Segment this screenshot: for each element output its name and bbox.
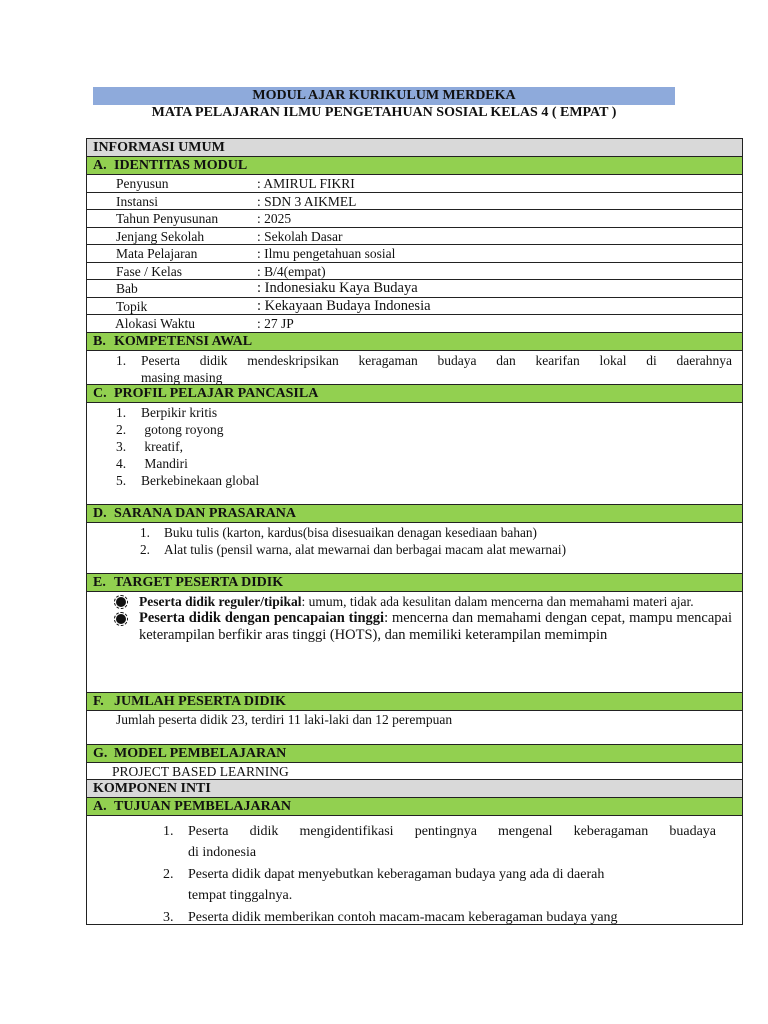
jumlah-content: Jumlah peserta didik 23, terdiri 11 laki-laki dan 12 perempuan [87, 711, 742, 745]
field-value: : Indonesiaku Kaya Budaya [257, 280, 418, 296]
list-text-bold: Peserta didik dengan pencapaian tinggi [139, 609, 385, 626]
list-text: Peserta didik dapat menyebutkan keberagaman budaya yang ada di daerah [188, 866, 605, 882]
target-content [87, 592, 742, 693]
list-item [87, 864, 742, 907]
list-number: 1. [116, 352, 127, 368]
list-text: Mandiri [141, 455, 188, 471]
field-value: : SDN 3 AIKMEL [257, 193, 357, 209]
section-letter: A. [93, 798, 107, 814]
list-text-bold: Peserta didik reguler/tipikal [139, 593, 302, 609]
list-text-continued: tempat tinggalnya. [188, 888, 293, 903]
section-d-sarana-prasarana [87, 505, 742, 523]
list-number: 3. [116, 438, 127, 454]
list-number: 1. [116, 404, 127, 420]
field-label: Bab [116, 281, 138, 296]
field-jenjang-sekolah [87, 228, 742, 246]
list-number: 2. [163, 866, 174, 882]
field-value: : B/4(empat) [257, 263, 326, 279]
section-b-kompetensi-awal [87, 333, 742, 351]
section-e-target-peserta-didik [87, 574, 742, 592]
list-text: Buku tulis (karton, kardus(bisa disesuaikan denagan kesediaan bahan) [164, 524, 537, 540]
module-table [86, 138, 743, 925]
field-value: : AMIRUL FIKRI [257, 176, 355, 191]
list-item [87, 421, 732, 438]
section-title: MODEL PEMBELAJARAN [114, 745, 287, 761]
model-content: PROJECT BASED LEARNING [87, 763, 742, 780]
list-text: Alat tulis (pensil warna, alat mewarnai dan berbagai macam alat mewarnai) [164, 541, 567, 557]
section-letter: A. [93, 158, 107, 173]
section-letter: B. [93, 333, 106, 349]
section-letter: F. [93, 693, 104, 709]
field-value: : Kekayaan Budaya Indonesia [257, 297, 431, 314]
field-instansi [87, 193, 742, 211]
section-title: TARGET PESERTA DIDIK [114, 574, 284, 590]
list-item [87, 593, 732, 610]
list-text: kreatif, [141, 438, 183, 454]
list-text-continued: di indonesia [188, 845, 257, 860]
section-informasi-umum: INFORMASI UMUM [87, 139, 742, 157]
list-item [87, 404, 732, 421]
list-item [87, 541, 732, 558]
list-text: : umum, tidak ada kesulitan dalam mencerna dan memahami materi ajar. [301, 593, 694, 609]
section-letter: E. [93, 574, 106, 590]
list-text-continued: masing masing [141, 369, 223, 385]
field-label: Topik [116, 298, 148, 314]
section-title: JUMLAH PESERTA DIDIK [114, 693, 286, 709]
field-bab [87, 280, 742, 298]
list-text: Berkebinekaan global [141, 472, 260, 488]
list-text: Berpikir kritis [141, 404, 218, 420]
section-title: KOMPETENSI AWAL [114, 333, 253, 349]
field-label: Instansi [116, 193, 158, 209]
list-item [87, 472, 732, 489]
bullet-icon [116, 597, 126, 607]
profil-content [87, 403, 742, 505]
section-title: IDENTITAS MODUL [114, 158, 248, 173]
list-text: Peserta didik memberikan contoh macam-macam keberagaman budaya yang [188, 909, 618, 925]
field-label: Tahun Penyusunan [116, 211, 219, 226]
section-letter: D. [93, 505, 107, 521]
list-item [87, 610, 732, 644]
field-label: Alokasi Waktu [115, 316, 196, 331]
section-letter: G. [93, 745, 108, 761]
field-penyusun [87, 175, 742, 193]
field-fase-kelas [87, 263, 742, 281]
list-number: 1. [163, 823, 174, 839]
field-label: Fase / Kelas [116, 263, 182, 279]
field-alokasi-waktu [87, 315, 742, 333]
list-number: 2. [140, 541, 150, 557]
section-title: PROFIL PELAJAR PANCASILA [114, 385, 319, 401]
field-mata-pelajaran [87, 245, 742, 263]
list-text: gotong royong [141, 421, 224, 437]
field-label: Penyusun [116, 176, 169, 191]
section-f-jumlah-peserta-didik [87, 693, 742, 711]
section-a-tujuan-pembelajaran [87, 798, 742, 816]
list-item [87, 524, 732, 541]
list-number: 2. [116, 421, 127, 437]
field-value: : 2025 [257, 211, 292, 226]
list-text: Peserta didik mengidentifikasi pentingnya mengenal keberagaman buadaya [188, 823, 716, 839]
section-title: SARANA DAN PRASARANA [114, 505, 297, 521]
field-topik [87, 298, 742, 316]
section-komponen-inti: KOMPONEN INTI [87, 780, 742, 798]
list-text: Peserta didik mendeskripsikan keragaman budaya dan kearifan lokal di daerahnya [141, 352, 732, 368]
list-text: : mencerna dan memahami dengan cepat, mampu mencapai keterampilan berfikir aras tinggi (HOTS), dan memiliki keterampilan memimpin [139, 609, 732, 643]
section-g-model-pembelajaran [87, 745, 742, 763]
field-label: Mata Pelajaran [116, 246, 198, 261]
section-title: TUJUAN PEMBELAJARAN [114, 798, 291, 814]
list-number: 3. [163, 909, 174, 925]
kompetensi-content [87, 351, 742, 385]
section-a-identitas-modul [87, 157, 742, 175]
list-item [87, 907, 742, 929]
list-item [87, 455, 732, 472]
field-value: : 27 JP [257, 316, 294, 331]
tujuan-content [87, 816, 742, 924]
list-item [87, 438, 732, 455]
field-value: : Ilmu pengetahuan sosial [257, 246, 396, 261]
field-value: : Sekolah Dasar [257, 228, 343, 244]
sarana-content [87, 523, 742, 574]
list-number: 1. [140, 524, 150, 540]
field-tahun-penyusunan [87, 210, 742, 228]
document-subtitle: MATA PELAJARAN ILMU PENGETAHUAN SOSIAL KELAS 4 ( EMPAT ) [151, 105, 617, 120]
document-title: MODUL AJAR KURIKULUM MERDEKA [93, 87, 675, 105]
field-label: Jenjang Sekolah [116, 228, 205, 244]
list-item [87, 821, 742, 864]
section-c-profil-pelajar-pancasila [87, 385, 742, 403]
list-item [87, 352, 732, 386]
section-letter: C. [93, 385, 107, 401]
list-number: 5. [116, 472, 127, 488]
bullet-icon [116, 614, 126, 624]
list-number: 4. [116, 455, 127, 471]
